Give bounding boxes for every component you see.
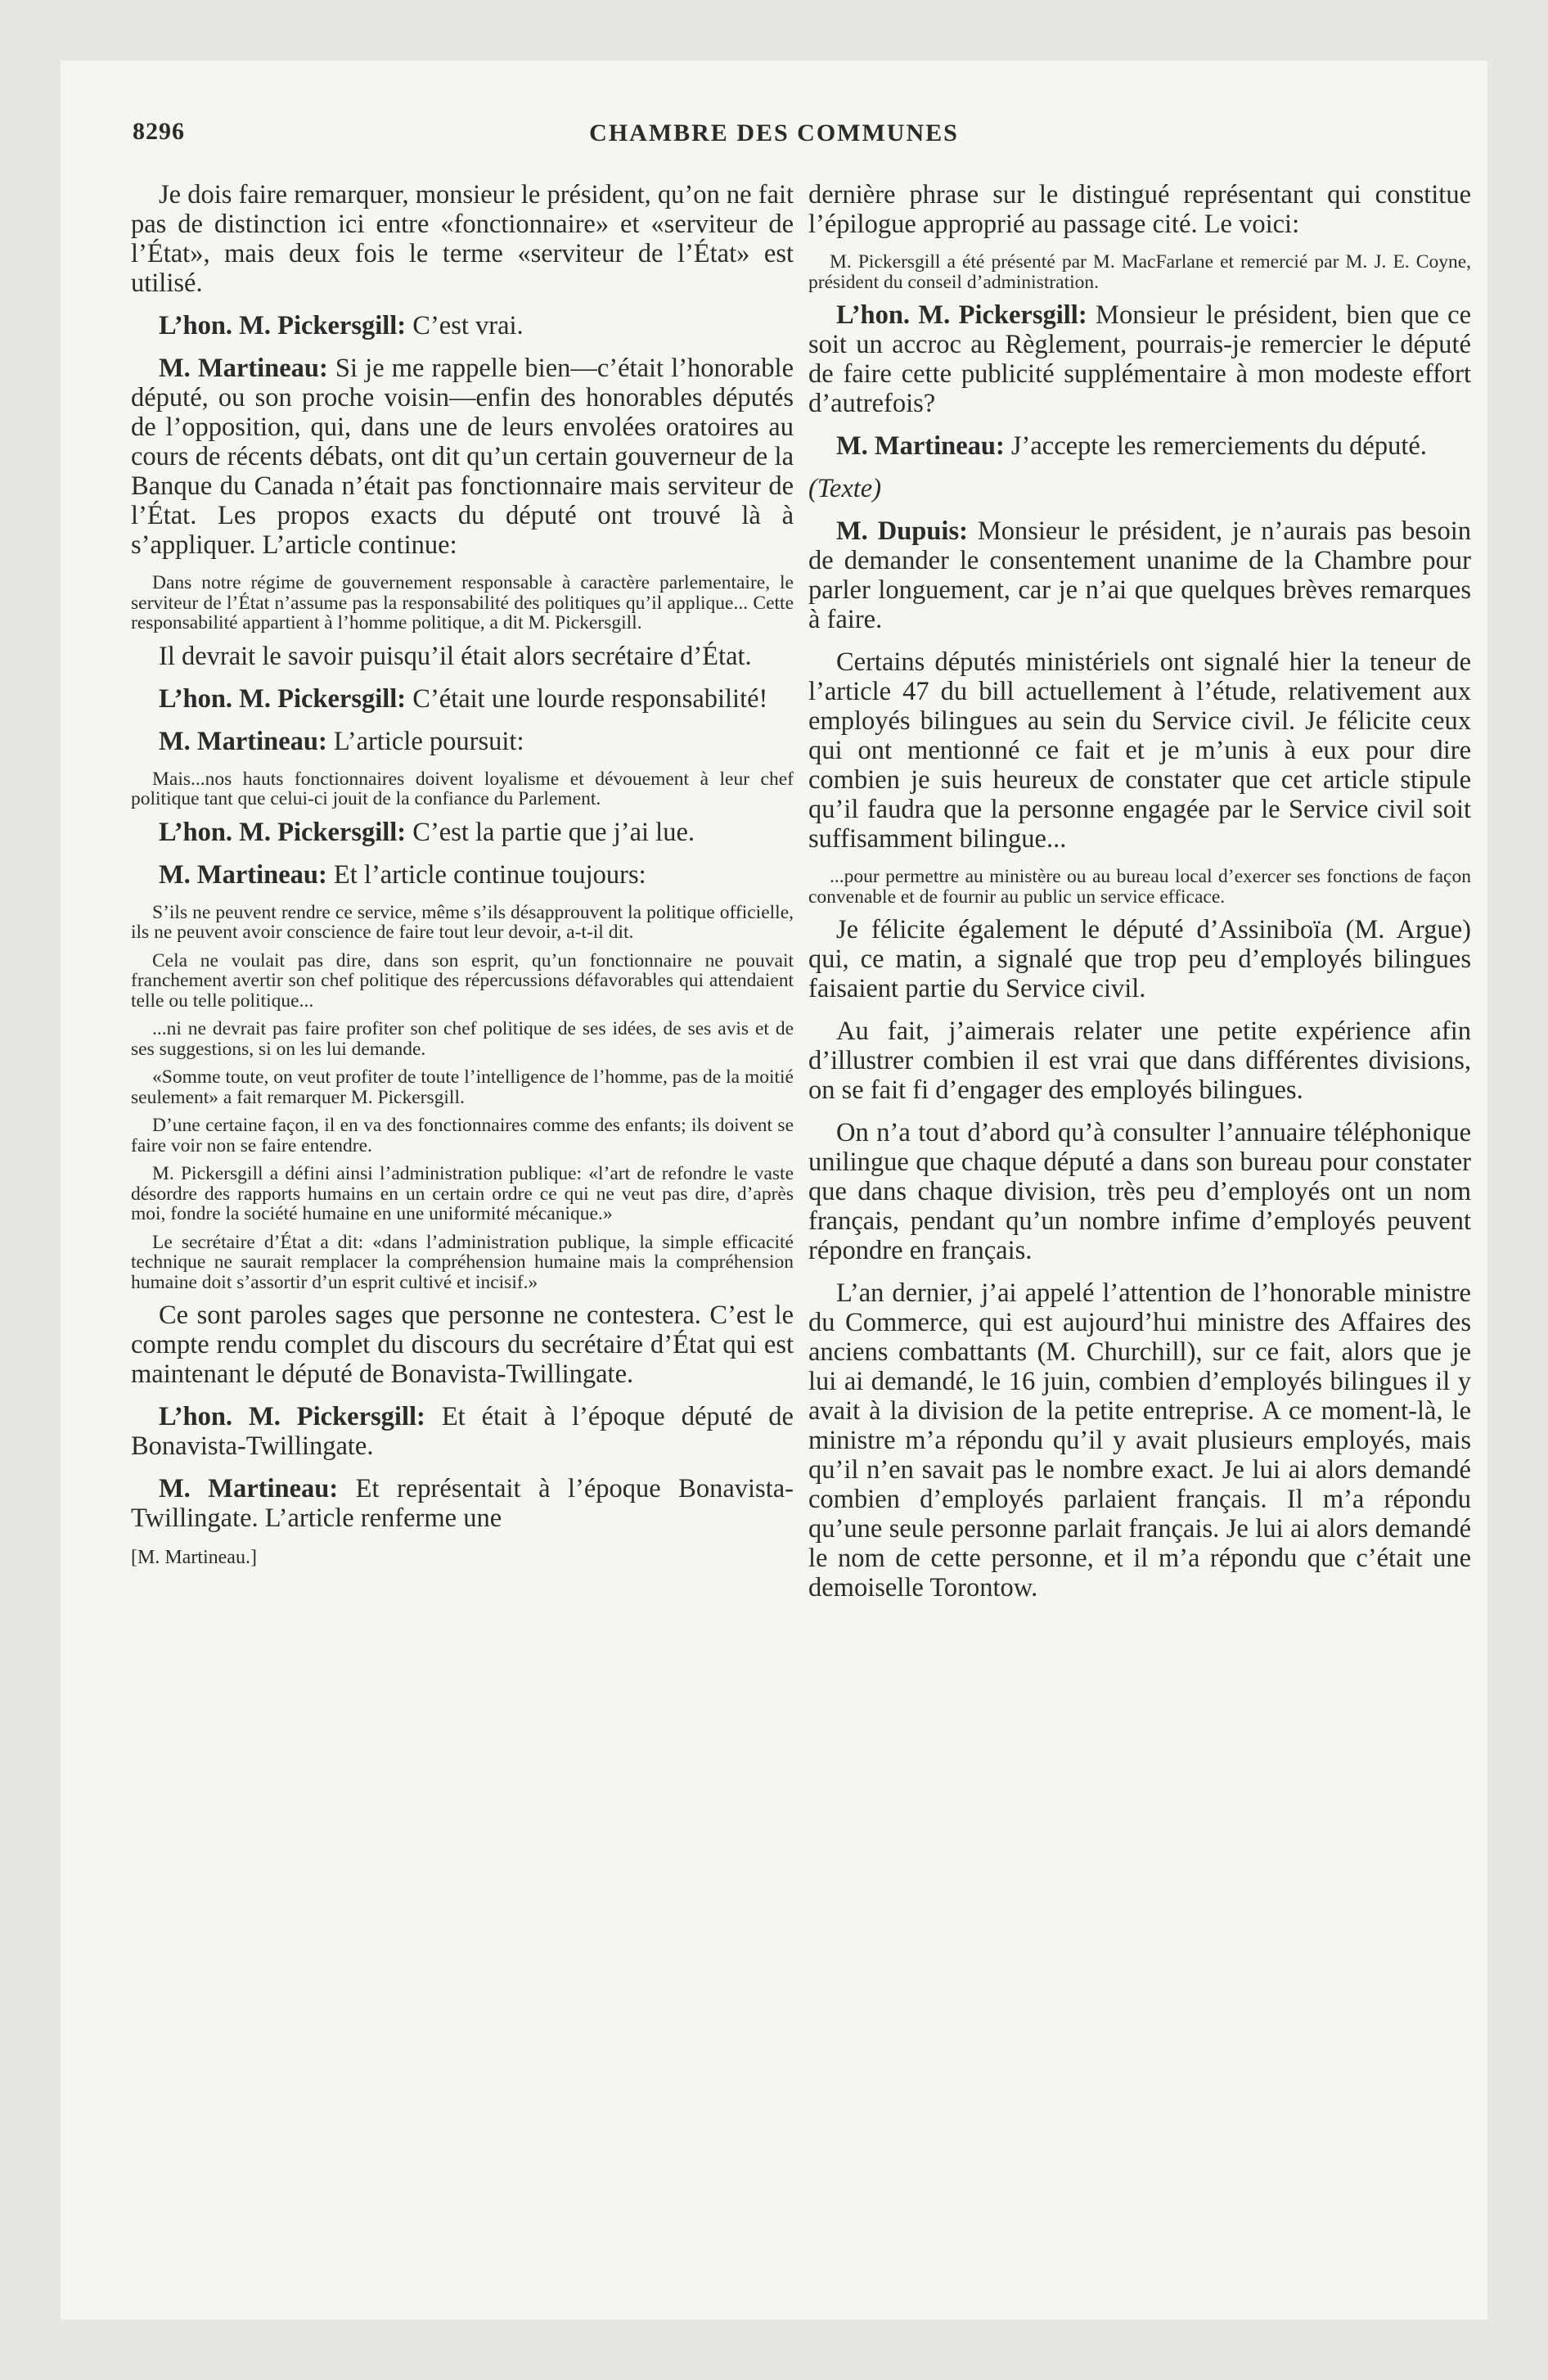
paragraph: L’an dernier, j’ai appelé l’attention de l’honorable ministre du Commerce, qui est aujourd’hui ministre des Affaires des anciens combattants (M. Churchill), sur ce fait, alors que je lui ai demandé, le 16 juin, combien d’employés bilingues il y avait à la division de la petite entreprise. A ce moment-là, le ministre m’a répondu qu’il y avait plusieurs employés, mais qu’il n’en savait pas le nombre exact. Je lui ai alors demandé combien d’employés parlaient français. Il m’a répondu qu’une seule personne parlait français. Je lui ai alors demandé le nom de cette personne, et il m’a répondu que c’était une demoiselle Torontow. [808,1278,1471,1602]
speaker-name: L’hon. M. Pickersgill: [159,683,407,714]
quotation: M. Pickersgill a défini ainsi l’administration publique: «l’art de refondre le vaste désordre des rapports humains en un certain ordre ce qui ne veut pas dire, d’après moi, fondre la société humaine en une uniformité mécanique.» [131,1163,794,1224]
quotation: ...ni ne devrait pas faire profiter son chef politique de ses idées, de ses avis et de ses suggestions, si on les lui demande. [131,1018,794,1060]
speech-text: Monsieur le président, bien que ce soit un accroc au Règlement, pourrais-je remercier le député de faire cette publicité supplémentaire à mon modeste effort d’autrefois? [808,300,1471,418]
speech-text: Si je me rappelle bien—c’était l’honorable député, ou son proche voisin—enfin des honorables députés de l’opposition, qui, dans une de leurs envolées oratoires au cours de récents débats, ont dit qu’un certain gouverneur de la Banque du Canada n’était pas fonctionnaire mais serviteur de l’État. Les propos exacts du député ont trouvé là à s’appliquer. L’article continue: [131,354,794,560]
quotation: «Somme toute, on veut profiter de toute l’intelligence de l’homme, pas de la moitié seulement» a fait remarquer M. Pickersgill. [131,1066,794,1108]
speech [131,1474,794,1533]
paragraph: Ce sont paroles sages que personne ne contestera. C’est le compte rendu complet du discours du secrétaire d’État qui est maintenant le député de Bonavista-Twillingate. [131,1300,794,1389]
speech [131,684,794,714]
hansard-page [61,61,1487,2319]
speaker-name: L’hon. M. Pickersgill: [836,300,1087,330]
paragraph: Au fait, j’aimerais relater une petite expérience afin d’illustrer combien il est vrai que dans différentes divisions, on se fait fi d’engager des employés bilingues. [808,1016,1471,1105]
quotation: Mais...nos hauts fonctionnaires doivent loyalisme et dévouement à leur chef politique tant que celui-ci jouit de la confiance du Parlement. [131,768,794,809]
speech-text: Et l’article continue toujours: [326,859,646,890]
speaker-name: M. Dupuis: [836,516,968,546]
page-number: 8296 [133,118,185,145]
quotation: ...pour permettre au ministère ou au bureau local d’exercer ses fonctions de façon convenable et de fournir au public un service efficace. [808,866,1471,908]
speaker-footer: [M. Martineau.] [131,1547,257,1568]
speaker-name: L’hon. M. Pickersgill: [159,311,407,340]
speech-text: Monsieur le président, je n’aurais pas besoin de demander le consentement unanime de la Chambre pour parler longuement, car je n’ai que quelques brèves remarques à faire. [808,516,1471,634]
speaker-name: M. Martineau: [159,354,328,383]
language-marker: (Texte) [808,474,882,503]
speech [131,727,794,756]
right-column [808,180,1471,1616]
paragraph: Je félicite également le député d’Assiniboïa (M. Argue) qui, ce matin, a signalé que trop peu d’employés bilingues faisaient partie du Service civil. [808,915,1471,1003]
speech-text: C’est la partie que j’ai lue. [406,817,695,847]
speech [131,354,794,560]
quotation: M. Pickersgill a été présenté par M. MacFarlane et remercié par M. J. E. Coyne, président du conseil d’administration. [808,251,1471,293]
speech-text: L’article poursuit: [326,726,524,756]
paragraph: dernière phrase sur le distingué représentant qui constitue l’épilogue approprié au passage cité. Le voici: [808,180,1471,239]
speaker-name: M. Martineau: [159,1474,339,1503]
speech [808,431,1471,461]
quotation: Dans notre régime de gouvernement responsable à caractère parlementaire, le serviteur de l’État n’assume pas la responsabilité des politiques qu’il applique... Cette responsabilité appartient à l’homme politique, a dit M. Pickersgill. [131,572,794,633]
quotation: Le secrétaire d’État a dit: «dans l’administration publique, la simple efficacité technique ne saurait remplacer la compréhension humaine mais la compréhension humaine doit s’assortir d’un esprit cultivé et incisif.» [131,1231,794,1293]
speech [808,300,1471,418]
speaker-name: M. Martineau: [159,859,327,890]
quotation: Cela ne voulait pas dire, dans son esprit, qu’un fonctionnaire ne pouvait franchement avertir son chef politique des répercussions défavorables qui attendaient telle ou telle politique... [131,949,794,1012]
speech-text: J’accepte les remerciements du député. [1004,431,1427,461]
paragraph: Je dois faire remarquer, monsieur le président, qu’on ne fait pas de distinction ici entre «fonctionnaire» et «serviteur de l’État», mais deux fois le terme «serviteur de l’État» est utilisé. [131,180,794,298]
speech [131,311,794,340]
running-head: CHAMBRE DES COMMUNES [589,119,959,146]
speech [131,1402,794,1461]
paragraph: Certains députés ministériels ont signalé hier la teneur de l’article 47 du bill actuellement à l’étude, relativement aux employés bilingues au sein du Service civil. Je félicite ceux qui ont mentionné ce fait et je m’unis à eux pour dire combien je suis heureux de constater que cet article stipule qu’il faudra que la personne engagée par le Service civil soit suffisamment bilingue... [808,647,1471,854]
speech-text: C’était une lourde responsabilité! [406,683,768,714]
quotation: S’ils ne peuvent rendre ce service, même s’ils désapprouvent la politique officielle, ils ne peuvent avoir conscience de faire tout leur devoir, a-t-il dit. [131,901,794,943]
speech-text: C’est vrai. [406,311,524,340]
speaker-name: L’hon. M. Pickersgill: [159,1402,425,1431]
paragraph: Il devrait le savoir puisqu’il était alors secrétaire d’État. [159,641,752,671]
speaker-name: M. Martineau: [836,431,1005,461]
speaker-name: L’hon. M. Pickersgill: [159,817,407,847]
left-column [131,180,794,1582]
speech [131,818,794,847]
quotation: D’une certaine façon, il en va des fonctionnaires comme des enfants; ils doivent se faire voir non se faire entendre. [131,1115,794,1156]
speech [131,860,794,890]
speech-text: Et était à l’époque député de Bonavista-Twillingate. [131,1402,794,1461]
speech [808,516,1471,634]
speaker-name: M. Martineau: [159,726,327,756]
speech-text: Et représentait à l’époque Bonavista-Twillingate. L’article renferme une [131,1474,794,1533]
paragraph: On n’a tout d’abord qu’à consulter l’annuaire téléphonique unilingue que chaque député a dans son bureau pour constater que dans chaque division, très peu d’employés ont un nom français, pendant qu’un nombre infime d’employés peuvent répondre en français. [808,1118,1471,1265]
